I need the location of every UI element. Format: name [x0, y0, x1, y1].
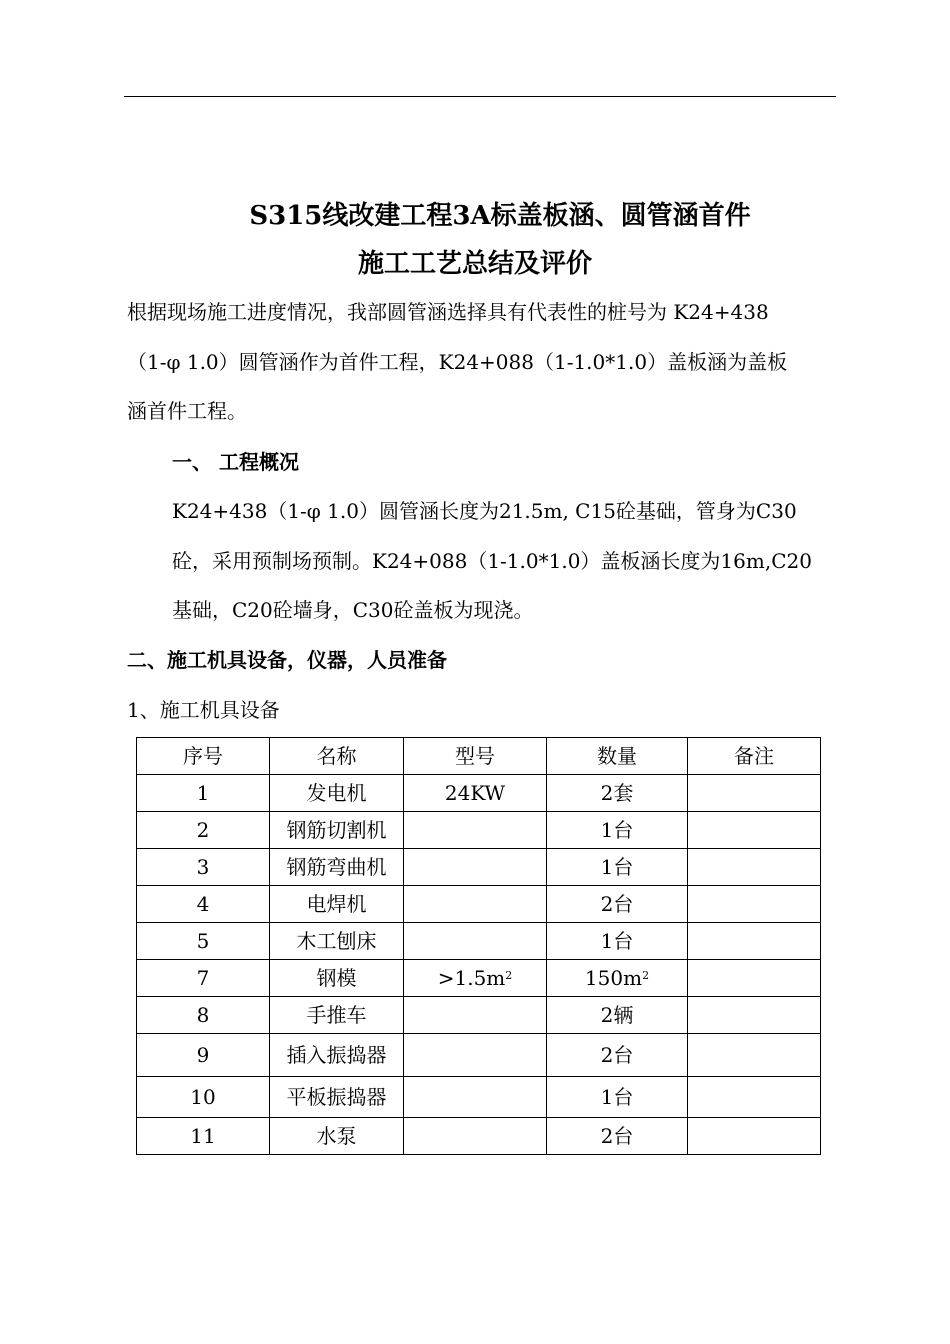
cell-qty-superscript: 2 — [642, 969, 650, 982]
cell-note — [688, 997, 821, 1034]
cell-model — [404, 1034, 547, 1077]
table-row — [137, 960, 821, 997]
equipment-table — [136, 737, 821, 1155]
cell-note — [688, 923, 821, 960]
cell-model: 24KW — [404, 775, 547, 812]
cell-model — [404, 886, 547, 923]
cell-qty: 2辆 — [547, 997, 688, 1034]
cell-no: 5 — [137, 923, 270, 960]
section-1-heading: 一、 工程概况 — [172, 450, 299, 474]
cell-no: 8 — [137, 997, 270, 1034]
cell-name: 钢模 — [270, 960, 404, 997]
cell-no: 4 — [137, 886, 270, 923]
intro-line-1: 根据现场施工进度情况，我部圆管涵选择具有代表性的桩号为 K24+438 — [127, 300, 769, 324]
cell-model — [404, 923, 547, 960]
section-1-line-3: 基础，C20砼墙身，C30砼盖板为现浇。 — [172, 598, 534, 622]
section-2-sub-1: 1、施工机具设备 — [127, 698, 280, 722]
cell-note — [688, 886, 821, 923]
cell-name: 木工刨床 — [270, 923, 404, 960]
section-1-line-1: K24+438（1-φ 1.0）圆管涵长度为21.5m, C15砼基础，管身为C30 — [172, 499, 797, 523]
cell-no: 2 — [137, 812, 270, 849]
cell-note — [688, 1077, 821, 1118]
cell-qty: 1台 — [547, 1077, 688, 1118]
table-row — [137, 1077, 821, 1118]
cell-no: 10 — [137, 1077, 270, 1118]
cell-qty: 1台 — [547, 923, 688, 960]
table-header-row — [137, 738, 821, 775]
table-row — [137, 1118, 821, 1155]
cell-no: 7 — [137, 960, 270, 997]
table-row — [137, 923, 821, 960]
cell-model — [404, 1077, 547, 1118]
document-title-line1: S315线改建工程3A标盖板涵、圆管涵首件 — [249, 201, 751, 231]
table-row — [137, 812, 821, 849]
cell-qty: 2台 — [547, 886, 688, 923]
table-row — [137, 886, 821, 923]
intro-line-2: （1-φ 1.0）圆管涵作为首件工程，K24+088（1-1.0*1.0）盖板涵为盖板 — [127, 350, 788, 374]
table-row — [137, 775, 821, 812]
cell-qty: 1台 — [547, 812, 688, 849]
cell-no: 1 — [137, 775, 270, 812]
cell-name: 水泵 — [270, 1118, 404, 1155]
cell-note — [688, 960, 821, 997]
cell-name: 平板振捣器 — [270, 1077, 404, 1118]
cell-name: 插入振捣器 — [270, 1034, 404, 1077]
cell-model — [404, 812, 547, 849]
cell-model-superscript: 2 — [505, 969, 513, 982]
cell-note — [688, 1034, 821, 1077]
cell-name: 电焊机 — [270, 886, 404, 923]
section-1-line-2: 砼，采用预制场预制。K24+088（1-1.0*1.0）盖板涵长度为16m,C20 — [172, 549, 812, 573]
cell-note — [688, 1118, 821, 1155]
table-row — [137, 849, 821, 886]
cell-no: 9 — [137, 1034, 270, 1077]
header-model: 型号 — [404, 738, 547, 775]
cell-note — [688, 812, 821, 849]
cell-note — [688, 849, 821, 886]
cell-name: 钢筋弯曲机 — [270, 849, 404, 886]
cell-name: 钢筋切割机 — [270, 812, 404, 849]
header-qty: 数量 — [547, 738, 688, 775]
cell-note — [688, 775, 821, 812]
header-note: 备注 — [688, 738, 821, 775]
table-row — [137, 997, 821, 1034]
cell-no: 11 — [137, 1118, 270, 1155]
cell-qty: 2台 — [547, 1034, 688, 1077]
cell-model — [404, 997, 547, 1034]
header-no: 序号 — [137, 738, 270, 775]
cell-name: 手推车 — [270, 997, 404, 1034]
cell-qty: 2台 — [547, 1118, 688, 1155]
cell-no: 3 — [137, 849, 270, 886]
cell-qty: 1台 — [547, 849, 688, 886]
cell-name: 发电机 — [270, 775, 404, 812]
cell-model — [404, 849, 547, 886]
table-row — [137, 1034, 821, 1077]
header-rule — [124, 96, 836, 97]
section-2-heading: 二、施工机具设备，仪器，人员准备 — [127, 648, 447, 672]
document-title-line2: 施工工艺总结及评价 — [357, 249, 592, 279]
cell-model — [404, 960, 547, 997]
cell-qty: 2套 — [547, 775, 688, 812]
cell-model — [404, 1118, 547, 1155]
cell-qty-value: 150m — [584, 966, 643, 990]
intro-line-3: 涵首件工程。 — [127, 399, 247, 423]
header-name: 名称 — [270, 738, 404, 775]
cell-model-value: >1.5m — [437, 966, 506, 990]
cell-qty — [547, 960, 688, 997]
